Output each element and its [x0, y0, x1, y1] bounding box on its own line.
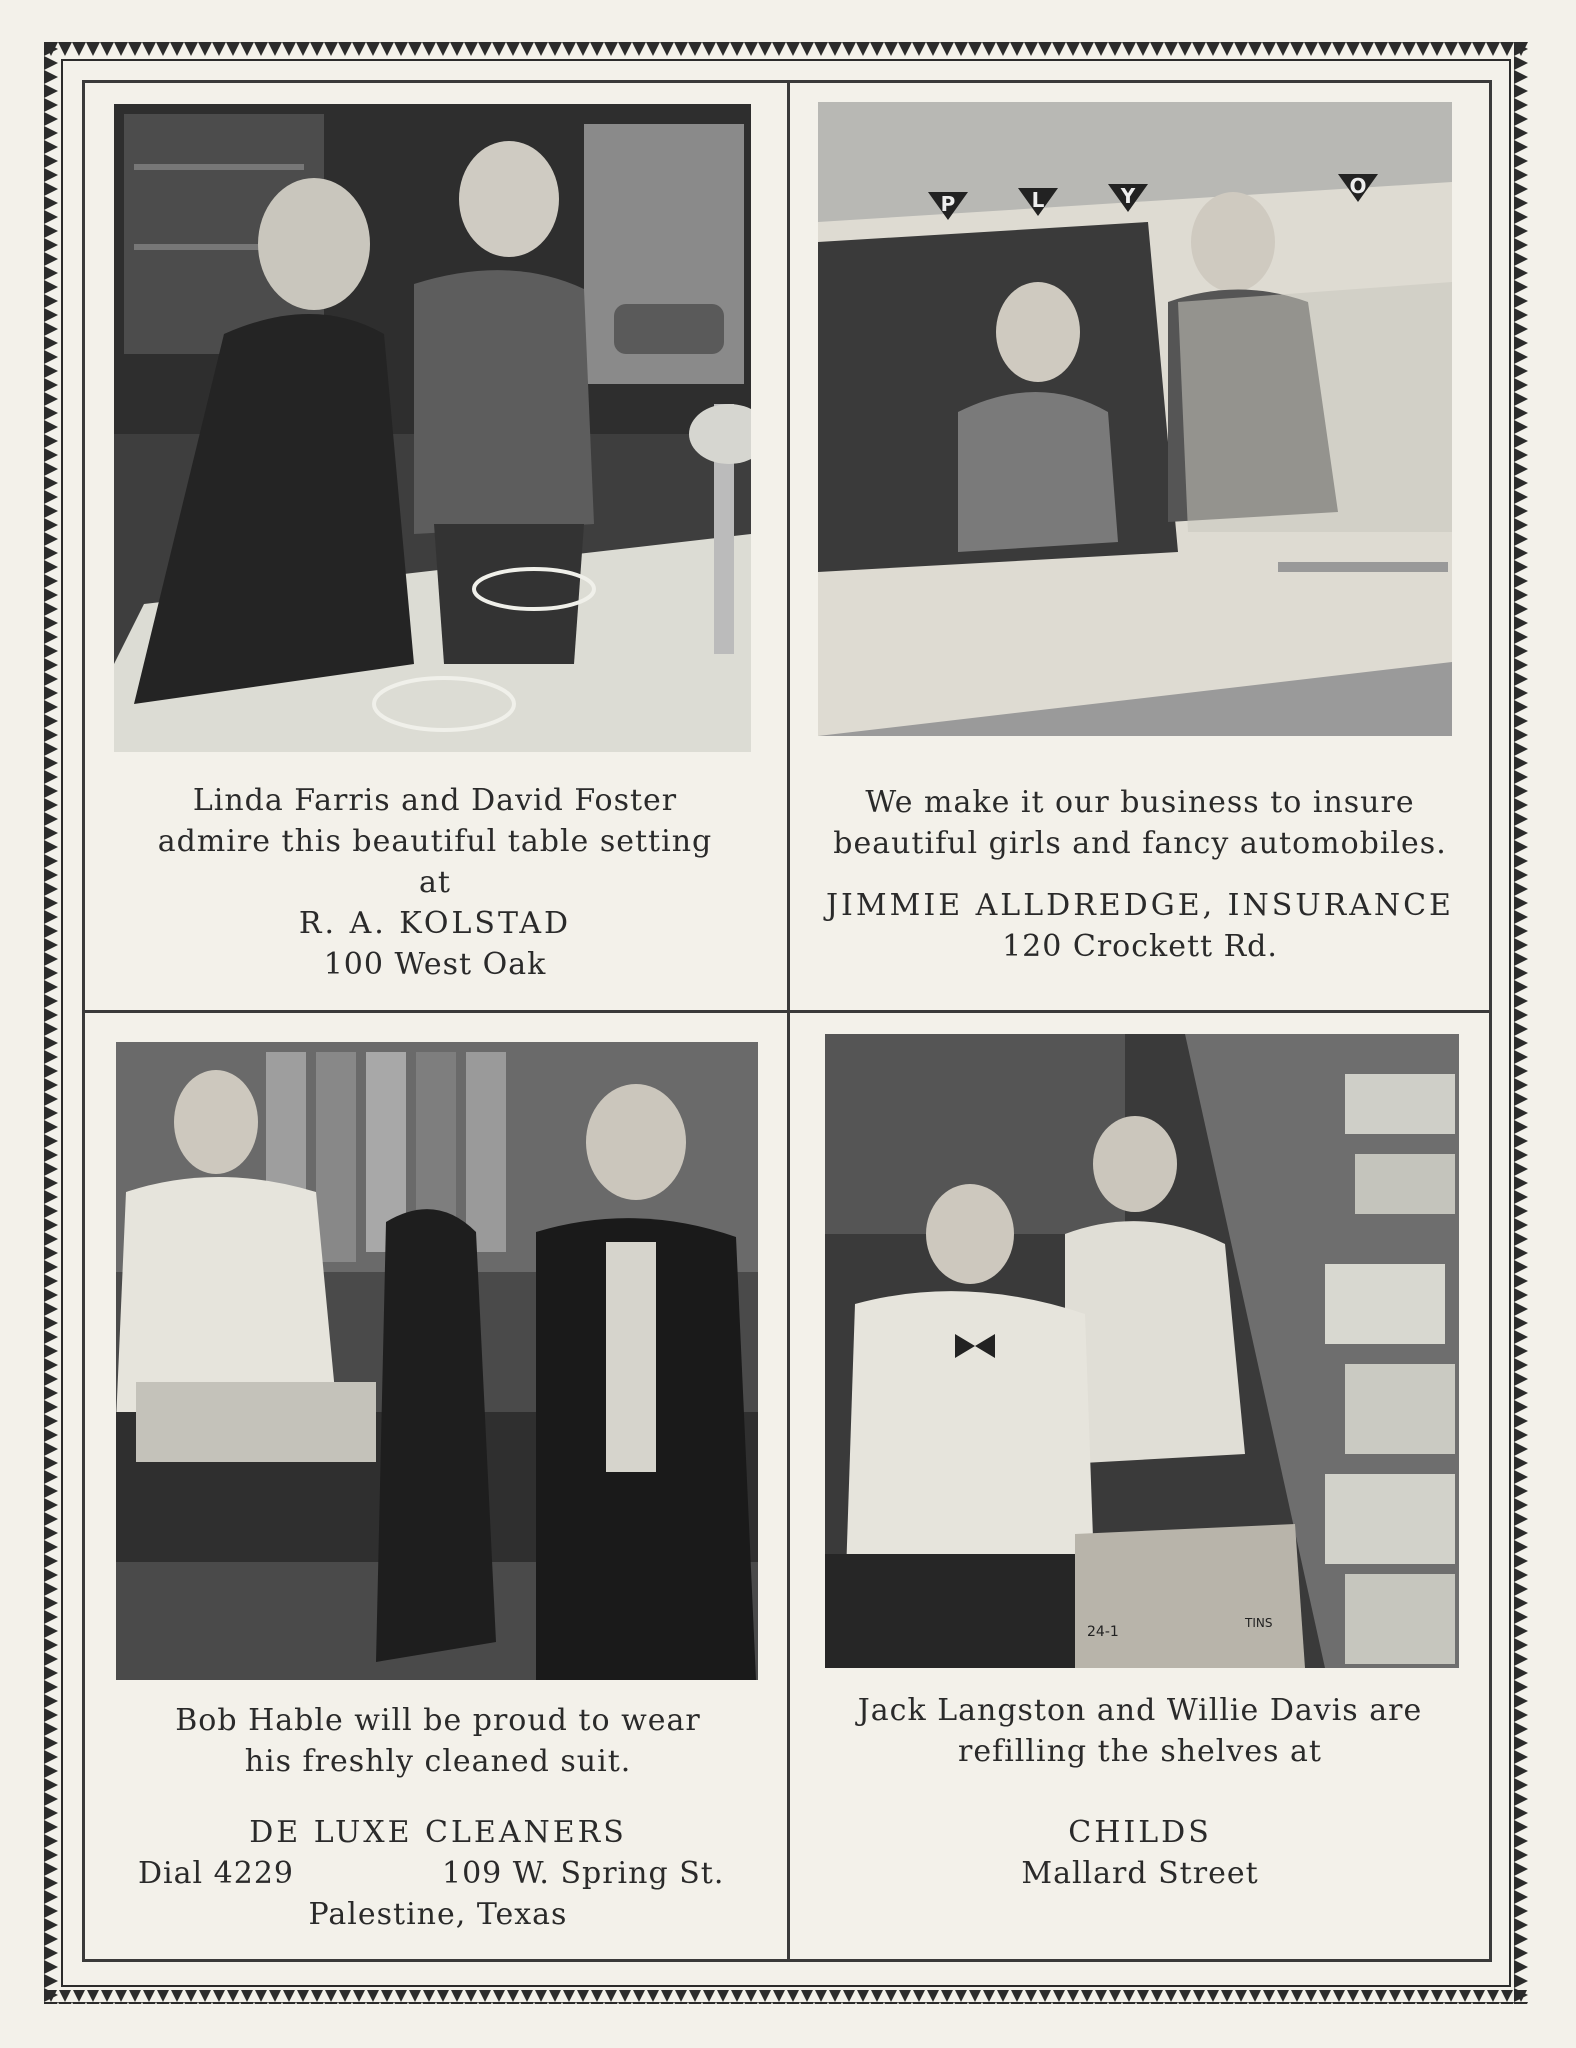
business-city: Palestine, Texas: [308, 1897, 568, 1932]
banner-letter: L: [1031, 188, 1045, 212]
horizontal-divider: [82, 1010, 1492, 1013]
vertical-divider: [787, 80, 790, 1962]
banner-letter: P: [940, 192, 956, 216]
caption-childs: [794, 1690, 1486, 1894]
business-name: R. A. KOLSTAD: [298, 906, 572, 941]
caption-line: Linda Farris and David Foster: [192, 783, 678, 818]
caption-line: admire this beautiful table setting: [157, 824, 713, 859]
photo-cleaners: [116, 1042, 758, 1680]
caption-line: his freshly cleaned suit.: [244, 1744, 632, 1779]
caption-line: Jack Langston and Willie Davis are: [857, 1693, 1423, 1728]
caption-line: Bob Hable will be proud to wear: [175, 1703, 701, 1738]
contact-row: [92, 1853, 784, 1894]
business-phone: Dial 4229: [138, 1856, 295, 1891]
business-name: JIMMIE ALLDREDGE, INSURANCE: [826, 888, 1454, 923]
business-address: 100 West Oak: [323, 947, 547, 982]
photo-car-girls: [818, 102, 1452, 736]
banner-letter: O: [1349, 174, 1367, 198]
caption-line: refilling the shelves at: [958, 1734, 1322, 1769]
caption-line: We make it our business to insure: [865, 785, 1415, 820]
caption-alldredge: [794, 782, 1486, 967]
box-label: 24-1: [1087, 1624, 1119, 1640]
business-name: DE LUXE CLEANERS: [249, 1815, 627, 1850]
photo-table-setting: [114, 104, 751, 752]
banner-letter: Y: [1120, 184, 1136, 208]
business-address: 120 Crockett Rd.: [1002, 929, 1278, 964]
caption-line: beautiful girls and fancy automobiles.: [833, 826, 1447, 861]
business-address: 109 W. Spring St.: [442, 1856, 725, 1891]
caption-kolstad: [92, 780, 778, 985]
photo-grocery: [825, 1034, 1459, 1668]
business-address: Mallard Street: [1021, 1856, 1259, 1891]
business-name: CHILDS: [1068, 1815, 1212, 1850]
caption-line: at: [419, 865, 451, 900]
box-label: TINS: [1245, 1616, 1273, 1630]
caption-deluxe: [92, 1700, 784, 1935]
